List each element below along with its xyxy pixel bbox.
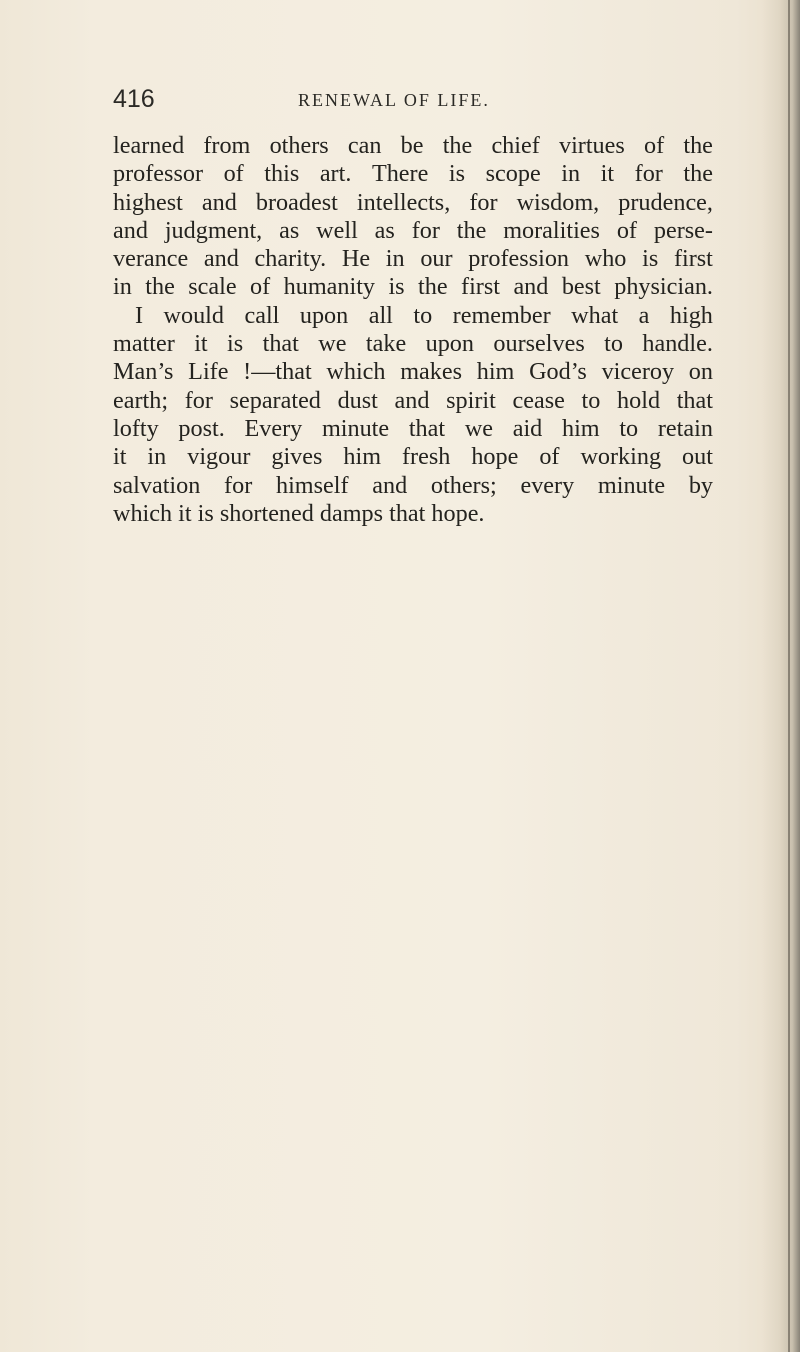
- running-head: RENEWAL OF LIFE.: [298, 90, 490, 110]
- text-line: verance and charity. He in our profession who is first: [113, 245, 713, 273]
- text-line: which it is shortened damps that hope.: [113, 499, 485, 527]
- page-number: 416: [113, 85, 155, 113]
- page-gutter-shadow: [762, 0, 800, 1352]
- text-line: I would call upon all to remember what a high: [135, 301, 713, 329]
- text-line: Man’s Life !—that which makes him God’s viceroy on: [113, 358, 713, 386]
- text-line: lofty post. Every minute that we aid him to retain: [113, 414, 713, 442]
- text-line: highest and broadest intellects, for wisdom, prudence,: [113, 188, 713, 216]
- body-text: [113, 132, 713, 528]
- page-edge: [788, 0, 790, 1352]
- page-header: [113, 85, 713, 119]
- text-line: salvation for himself and others; every minute by: [113, 471, 713, 499]
- text-line: matter it is that we take upon ourselves to handle.: [113, 330, 713, 358]
- text-line: and judgment, as well as for the moralities of perse-: [113, 216, 713, 244]
- text-line: earth; for separated dust and spirit cease to hold that: [113, 386, 713, 414]
- text-line: it in vigour gives him fresh hope of working out: [113, 443, 713, 471]
- text-line: learned from others can be the chief virtues of the: [113, 132, 713, 159]
- text-line: professor of this art. There is scope in it for the: [113, 160, 713, 188]
- text-line: in the scale of humanity is the first and best physician.: [113, 273, 713, 301]
